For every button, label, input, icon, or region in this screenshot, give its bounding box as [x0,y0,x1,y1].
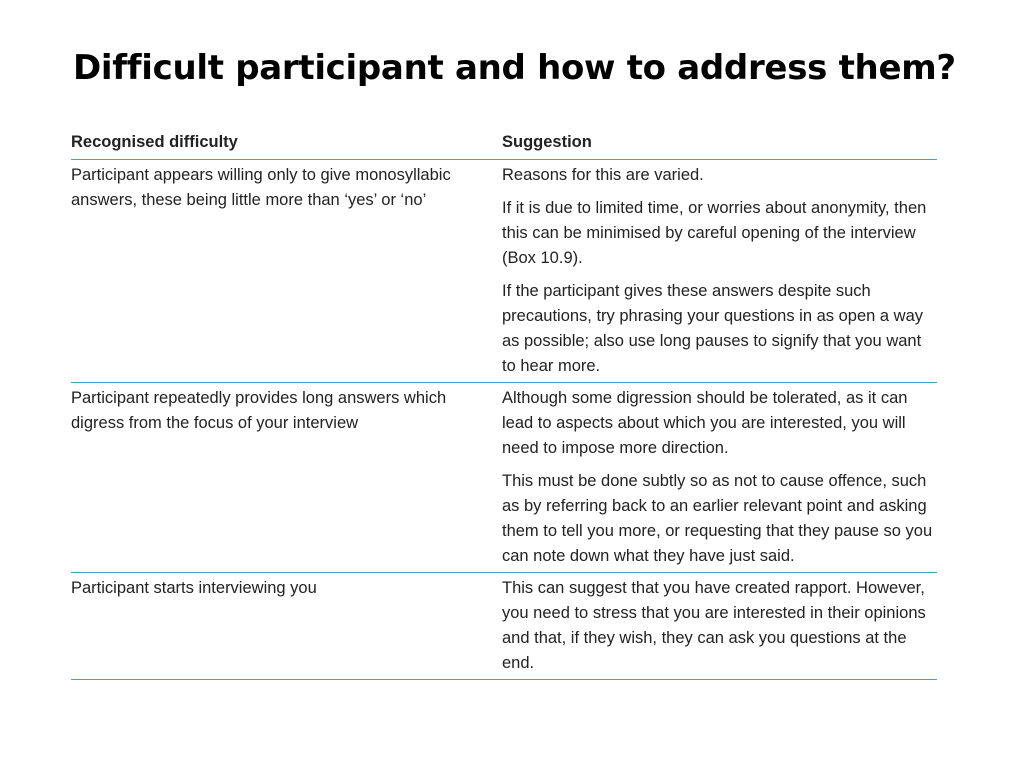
header-suggestion: Suggestion [502,130,937,160]
difficulty-cell: Participant repeatedly provides long answers which digress from the focus of your interview [71,383,502,573]
suggestion-cell [502,160,937,383]
table-row [71,160,937,383]
suggestion-cell [502,573,937,680]
suggestion-paragraph: Although some digression should be tolerated, as it can lead to aspects about which you are interested, you will need to impose more direction. [502,389,908,457]
suggestion-cell [502,383,937,573]
suggestion-paragraph: This must be done subtly so as not to cause offence, such as by referring back to an earlier relevant point and asking them to tell you more, or requesting that they pause so you can note down what they have just said. [502,472,933,565]
difficulty-cell: Participant starts interviewing you [71,573,502,680]
suggestion-paragraph: Reasons for this are varied. [502,166,704,184]
suggestion-paragraph: If the participant gives these answers despite such precautions, try phrasing your questions in as open a way as possible; also use long pauses to signify that you want to hear more. [502,282,923,375]
slide-title: Difficult participant and how to address them? [73,48,956,88]
difficulty-cell: Participant appears willing only to give monosyllabic answers, these being little more than ‘yes’ or ‘no’ [71,160,502,383]
suggestion-paragraph: This can suggest that you have created rapport. However, you need to stress that you are interested in their opinions and that, if they wish, they can ask you questions at the end. [502,579,926,672]
suggestion-paragraph: If it is due to limited time, or worries about anonymity, then this can be minimised by careful opening of the interview (Box 10.9). [502,199,927,267]
table-row [71,383,937,573]
difficulty-table [71,130,937,680]
header-recognised-difficulty: Recognised difficulty [71,130,502,160]
table-row [71,573,937,680]
table-header-row [71,130,937,160]
